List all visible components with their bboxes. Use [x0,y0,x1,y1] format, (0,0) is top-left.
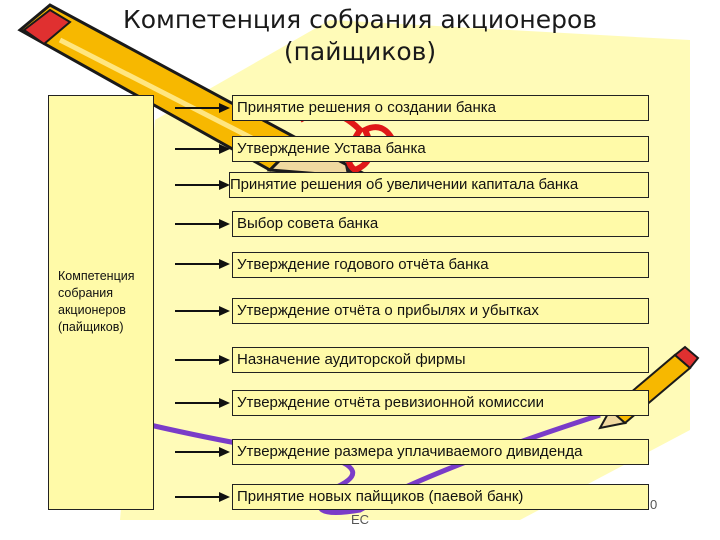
arrow-icon [175,258,230,270]
footer-fragment-right: 0 [650,497,658,512]
item-increase-capital: Принятие решения об увеличении капитала банка [229,172,649,198]
page-title [0,4,720,68]
item-approve-annual-report: Утверждение годового отчёта банка [232,252,649,278]
competence-line-2: собрания [58,286,114,300]
arrow-icon [175,446,230,458]
competence-line-4: (пайщиков) [58,320,124,334]
footer-fragment-left: ЕС [351,512,370,527]
title-line-2: (пайщиков) [283,37,437,66]
item-create-bank: Принятие решения о создании банка [232,95,649,121]
title-line-1: Компетенция собрания акционеров [123,5,597,34]
arrow-icon [175,397,230,409]
competence-line-3: акционеров [58,303,126,317]
item-approve-charter: Утверждение Устава банка [232,136,649,162]
arrow-icon [175,218,230,230]
item-appoint-auditor: Назначение аудиторской фирмы [232,347,649,373]
competence-box [48,95,154,510]
competence-line-1: Компетенция [58,269,135,283]
arrow-icon [175,305,230,317]
item-select-board: Выбор совета банка [232,211,649,237]
arrow-icon [175,491,230,503]
arrow-icon [175,143,230,155]
item-approve-audit-commission: Утверждение отчёта ревизионной комиссии [232,390,649,416]
arrow-icon [175,179,230,191]
item-admit-members: Принятие новых пайщиков (паевой банк) [232,484,649,510]
item-approve-dividend: Утверждение размера уплачиваемого дивиденда [232,439,649,465]
arrow-icon [175,102,230,114]
arrow-icon [175,354,230,366]
item-approve-profit-loss: Утверждение отчёта о прибылях и убытках [232,298,649,324]
